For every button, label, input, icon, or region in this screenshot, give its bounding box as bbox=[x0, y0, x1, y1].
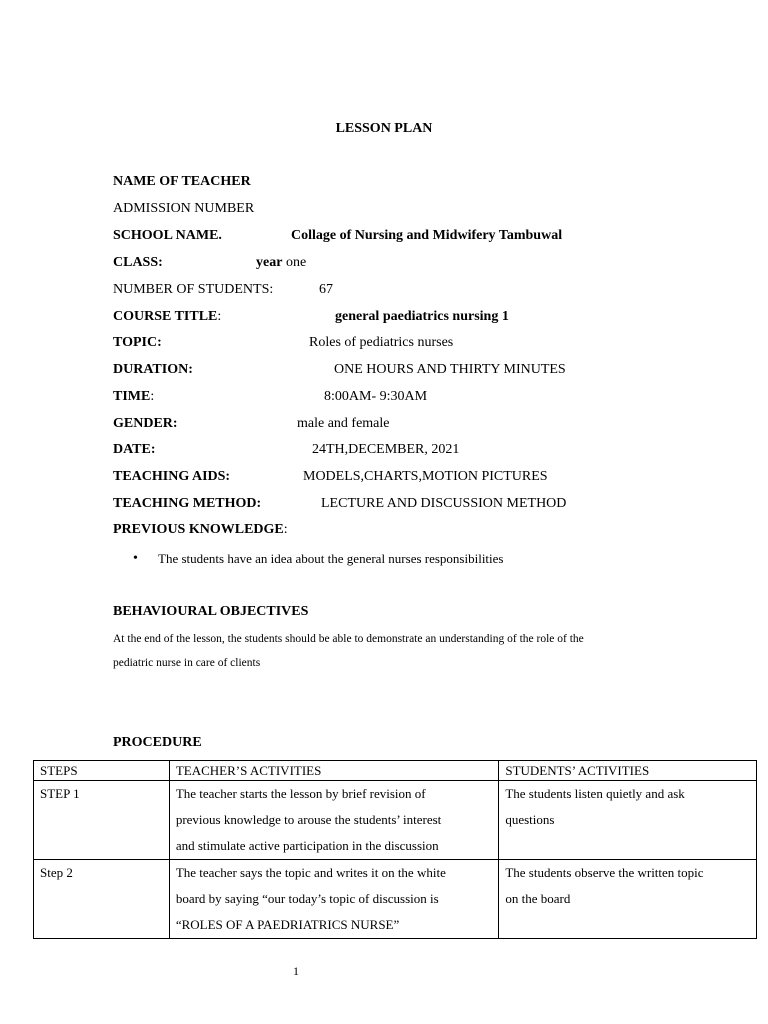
cell-line: questions bbox=[505, 812, 555, 827]
time-label: TIME bbox=[113, 389, 151, 404]
behavioural-objectives-heading: BEHAVIOURAL OBJECTIVES bbox=[113, 604, 309, 619]
cell-line: on the board bbox=[505, 891, 571, 906]
column-header-teacher-activities: TEACHER’S ACTIVITIES bbox=[169, 761, 499, 781]
procedure-table bbox=[33, 760, 757, 939]
teacher-activity-cell bbox=[169, 860, 499, 939]
column-header-steps: STEPS bbox=[34, 761, 170, 781]
student-activity-cell bbox=[499, 860, 757, 939]
field-value: 24TH,DECEMBER, 2021 bbox=[312, 442, 460, 457]
previous-knowledge-label: PREVIOUS KNOWLEDGE bbox=[113, 522, 284, 537]
document-title: LESSON PLAN bbox=[335, 121, 433, 136]
behavioural-objectives-line-2: pediatric nurse in care of clients bbox=[113, 657, 261, 669]
field-value: 67 bbox=[319, 282, 333, 297]
field-value: MODELS,CHARTS,MOTION PICTURES bbox=[303, 469, 548, 484]
field-value: Roles of pediatrics nurses bbox=[309, 335, 454, 350]
procedure-heading: PROCEDURE bbox=[113, 735, 202, 750]
cell-line: The teacher starts the lesson by brief revision of bbox=[175, 786, 426, 801]
class-value-bold: year bbox=[256, 255, 283, 270]
field-label bbox=[113, 389, 154, 405]
field-label: SCHOOL NAME. bbox=[113, 228, 222, 243]
step-cell: STEP 1 bbox=[34, 781, 170, 860]
page-number: 1 bbox=[293, 964, 299, 978]
previous-knowledge-suffix: : bbox=[283, 522, 288, 537]
field-value: ONE HOURS AND THIRTY MINUTES bbox=[334, 362, 566, 377]
class-value-rest: one bbox=[282, 255, 307, 270]
field-value: 8:00AM- 9:30AM bbox=[324, 389, 428, 404]
bullet-icon: • bbox=[133, 551, 138, 566]
cell-line: The students observe the written topic bbox=[505, 865, 704, 880]
field-label: TEACHING METHOD: bbox=[113, 496, 262, 511]
cell-line: The teacher says the topic and writes it on the white bbox=[175, 865, 446, 880]
table-row bbox=[34, 860, 757, 939]
field-label: DATE: bbox=[113, 442, 156, 457]
field-label: DURATION: bbox=[113, 362, 193, 377]
column-header-students-activities: STUDENTS’ ACTIVITIES bbox=[499, 761, 757, 781]
course-title-label: COURSE TITLE bbox=[113, 309, 218, 324]
time-suffix: : bbox=[150, 389, 155, 404]
step-cell: Step 2 bbox=[34, 860, 170, 939]
field-value: LECTURE AND DISCUSSION METHOD bbox=[321, 496, 567, 511]
field-label: TEACHING AIDS: bbox=[113, 469, 231, 484]
cell-line: board by saying “our today’s topic of discussion is bbox=[175, 891, 439, 906]
field-label: NAME OF TEACHER bbox=[113, 174, 251, 189]
field-value: Collage of Nursing and Midwifery Tambuwal bbox=[291, 228, 563, 243]
field-label bbox=[113, 309, 221, 325]
table-header-row bbox=[34, 761, 757, 781]
field-value bbox=[256, 255, 306, 271]
course-title-suffix: : bbox=[217, 309, 222, 324]
field-label bbox=[113, 522, 288, 538]
cell-line: and stimulate active participation in the discussion bbox=[175, 838, 439, 853]
cell-line: The students listen quietly and ask bbox=[505, 786, 685, 801]
cell-line: “ROLES OF A PAEDRIATRICS NURSE” bbox=[175, 917, 400, 932]
field-label: CLASS: bbox=[113, 255, 163, 270]
previous-knowledge-bullet: The students have an idea about the general nurses responsibilities bbox=[158, 551, 504, 566]
field-label: GENDER: bbox=[113, 416, 178, 431]
field-label: NUMBER OF STUDENTS: bbox=[113, 282, 274, 297]
field-value: male and female bbox=[297, 416, 390, 431]
field-label: TOPIC: bbox=[113, 335, 162, 350]
student-activity-cell bbox=[499, 781, 757, 860]
field-value: general paediatrics nursing 1 bbox=[335, 309, 509, 324]
table-row bbox=[34, 781, 757, 860]
field-label: ADMISSION NUMBER bbox=[113, 201, 255, 216]
teacher-activity-cell bbox=[169, 781, 499, 860]
cell-line: previous knowledge to arouse the students’ interest bbox=[175, 812, 442, 827]
behavioural-objectives-line-1: At the end of the lesson, the students should be able to demonstrate an understanding of the role of the bbox=[113, 633, 584, 645]
